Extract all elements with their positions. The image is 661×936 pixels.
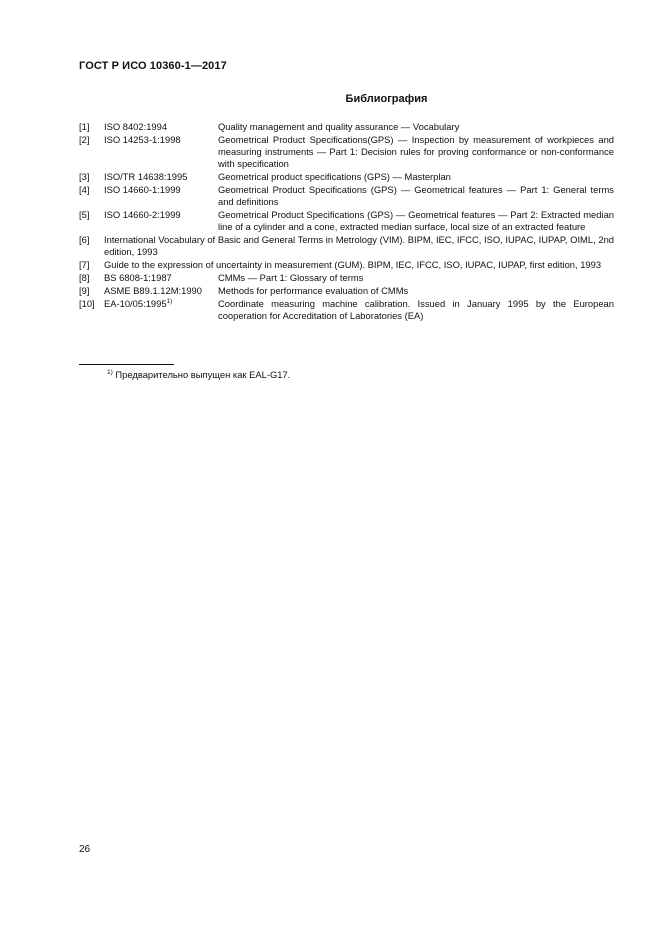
reference-number: [6] [79, 234, 90, 246]
reference-code-text: EA-10/05:1995 [104, 297, 167, 309]
reference-number: [5] [79, 209, 90, 221]
reference-6 [79, 234, 614, 259]
reference-9 [79, 285, 614, 297]
reference-description: International Vocabulary of Basic and General Terms in Metrology (VIM). BIPM, IEC, IFCC, ISO, IUPAC, IUPAP, OIML, 2nd edition, 1993 [104, 234, 614, 258]
reference-description: Methods for performance evaluation of CMMs [218, 284, 409, 296]
reference-number: [10] [79, 297, 95, 309]
reference-number: [3] [79, 171, 90, 183]
reference-code: ISO 8402:1994 [104, 121, 168, 132]
bibliography-list [79, 121, 614, 323]
section-title: Библиография [345, 93, 428, 105]
reference-4 [79, 184, 614, 209]
reference-code: ISO 14660-2:1999 [104, 209, 181, 221]
reference-number: [8] [79, 272, 90, 284]
reference-code: ISO 14660-1:1999 [104, 183, 181, 195]
reference-code [104, 298, 218, 323]
reference-code: BS 6808-1:1987 [104, 272, 172, 284]
document-header: ГОСТ Р ИСО 10360-1—2017 [79, 60, 227, 72]
reference-1 [79, 121, 614, 133]
reference-5 [79, 209, 614, 234]
footnote-marker: 1) [107, 368, 113, 376]
reference-description: Geometrical product specifications (GPS) — Masterplan [218, 171, 451, 183]
reference-description: Quality management and quality assurance — Vocabulary [218, 121, 460, 132]
reference-code: ASME B89.1.12M:1990 [104, 284, 202, 296]
reference-number: [7] [79, 259, 90, 271]
reference-code: ISO 14253-1:1998 [104, 133, 181, 145]
reference-number: [9] [79, 284, 90, 296]
reference-description: Guide to the expression of uncertainty in measurement (GUM). BIPM, IEC, IFCC, ISO, IUPAC, IUPAP, first edition, 1993 [104, 259, 602, 271]
reference-number: [2] [79, 133, 90, 145]
reference-number: [1] [79, 121, 90, 132]
reference-description: Geometrical Product Specifications (GPS) — Geometrical features — Part 2: Extracted median line of a cylinder and a cone, extracted median surface, local size of an extracted feature [218, 209, 614, 233]
reference-3 [79, 171, 614, 183]
footnote [107, 369, 290, 380]
page-number: 26 [79, 844, 91, 855]
reference-10 [79, 298, 614, 323]
reference-number: [4] [79, 183, 90, 195]
reference-7 [79, 259, 614, 271]
reference-description: Geometrical Product Specifications (GPS) — Geometrical features — Part 1: General terms and definitions [218, 183, 614, 208]
footnote-text: Предварительно выпущен как EAL-G17. [115, 369, 291, 380]
reference-description: Coordinate measuring machine calibration. Issued in January 1995 by the European cooperation for Accreditation of Laboratories (EA) [218, 297, 614, 321]
footnote-marker: 1) [166, 297, 173, 305]
reference-description: CMMs — Part 1: Glossary of terms [218, 272, 364, 284]
reference-description: Geometrical Product Specifications(GPS) — Inspection by measurement of workpieces and measuring instruments — Part 1: Decision rules for proving conformance or non-conformance with specification [218, 133, 614, 170]
footnote-divider [79, 364, 174, 365]
reference-code: ISO/TR 14638:1995 [104, 171, 188, 183]
reference-2 [79, 134, 614, 171]
reference-8 [79, 272, 614, 284]
